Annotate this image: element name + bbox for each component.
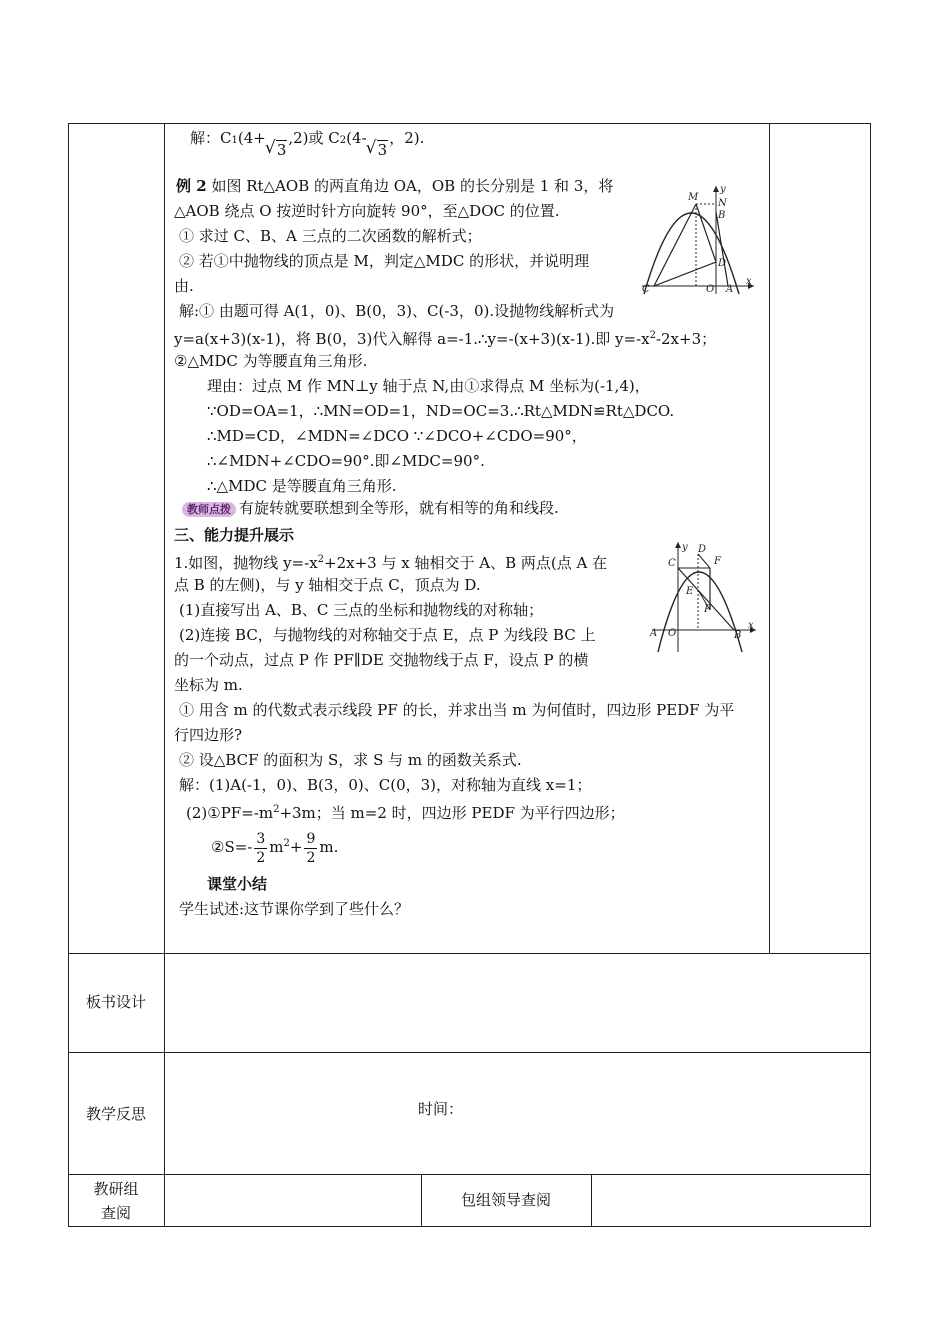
table-right-border <box>870 123 871 1227</box>
example2-reason2: ∵OD=OA=1，∴MN=OD=1，ND=OC=3.∴Rt△MDN≌Rt△DCO. <box>207 402 675 420</box>
table-col-divider-2 <box>769 123 770 953</box>
q1-line3: (1)直接写出 A、B、C 三点的坐标和抛物线的对称轴； <box>179 601 544 619</box>
example2-sol3: ②△MDC 为等腰直角三角形. <box>174 352 368 370</box>
solution-c-points: 解：C1(4+√ 3,2)或 C2(4-√ 3，2). <box>190 126 424 153</box>
table-left-border <box>68 123 69 1227</box>
q1-line5: 的一个动点，过点 P 作 PF∥DE 交抛物线于点 F，设点 P 的横 <box>174 651 589 669</box>
fig1-label-x: x <box>746 276 752 287</box>
fig2-label-p: P <box>704 604 711 615</box>
example2-reason5: ∴△MDC 是等腰直角三角形. <box>207 477 397 495</box>
fig1-label-m: M <box>688 192 699 203</box>
q1-line7: ① 用含 m 的代数式表示线段 PF 的长，并求出当 m 为何值时，四边形 PEDF 为平 <box>179 701 735 719</box>
table-bottom-border <box>68 1226 871 1227</box>
teacher-tip-badge: 教师点拨 <box>182 502 236 517</box>
fig1-label-c: C <box>642 284 650 295</box>
figure-parabola-bc <box>648 540 760 656</box>
table-row-divider-2 <box>68 1052 871 1053</box>
q1-line8: 行四边形? <box>174 726 243 744</box>
example2-line3: ① 求过 C、B、A 三点的二次函数的解析式； <box>179 227 482 245</box>
fig2-label-o: O <box>668 628 677 639</box>
figure-rotation-parabola <box>636 182 758 298</box>
fig2-label-b: B <box>734 630 742 641</box>
table-col-divider-4 <box>591 1174 592 1226</box>
fig2-label-d: D <box>698 544 707 555</box>
fraction-three-halves: $\frac{3}{2}$ <box>256 830 266 866</box>
fig1-label-d: D <box>718 258 727 269</box>
q1-solution2: $(2)①PF=-m^2+3m$；当 m=2 时，四边形 PEDF 为平行四边形； <box>186 804 625 822</box>
board-design-label: 板书设计 <box>85 993 146 1011</box>
q1-line6: 坐标为 m. <box>174 676 243 694</box>
time-label: 时间： <box>418 1100 464 1118</box>
fig1-label-o: O <box>706 284 715 295</box>
example2-line2: △AOB 绕点 O 按逆时针方向旋转 90°，至△DOC 的位置. <box>174 202 560 220</box>
example2-sol2: y=a(x+3)(x-1)，将 B(0，3)代入解得 a=-1.∴y=-(x+3)(x-1).即 $y=-x^2-2x+3$； <box>174 330 717 348</box>
fig1-label-n: N <box>718 198 727 209</box>
example2-line5: 由. <box>174 277 194 295</box>
q1-line9: ② 设△BCF 的面积为 S，求 S 与 m 的函数关系式. <box>179 751 522 769</box>
sqrt-symbol: √ 3 <box>368 138 389 162</box>
fig2-label-a: A <box>650 628 658 639</box>
fig2-label-x: x <box>748 620 754 631</box>
teaching-reflection-label: 教学反思 <box>85 1105 146 1123</box>
fig1-label-y: y <box>720 184 726 195</box>
fig1-label-a: A <box>726 284 734 295</box>
leader-review-label: 包组领导查阅 <box>460 1191 551 1209</box>
table-row-divider-1 <box>68 953 871 954</box>
teacher-tip: 教师点拨 有旋转就要联想到全等形，就有相等的角和线段. <box>182 496 559 520</box>
example2-reason1: 理由：过点 M 作 MN⊥y 轴于点 N,由①求得点 M 坐标为(-1,4)， <box>207 377 650 395</box>
table-top-border <box>68 123 871 124</box>
q1-solution3: ②S=- $\frac{3}{2}$ $m^2+$ $\frac{9}{2}$ m. <box>211 830 339 866</box>
example2-sol1: 解:① 由题可得 A(1，0)、B(0，3)、C(-3，0).设抛物线解析式为 <box>179 302 615 320</box>
example2-reason3: ∴MD=CD，∠MDN=∠DCO ∵∠DCO+∠CDO=90°， <box>207 427 587 445</box>
fraction-nine-halves: $\frac{9}{2}$ <box>306 830 316 866</box>
example2-line1: 例 2 如图 Rt△AOB 的两直角边 OA，OB 的长分别是 1 和 3，将 <box>176 177 614 195</box>
q1-line2: 点 B 的左侧)，与 y 轴相交于点 C，顶点为 D. <box>174 576 481 594</box>
example2-line4: ② 若①中抛物线的顶点是 M，判定△MDC 的形状，并说明理 <box>179 252 590 270</box>
fig1-label-b: B <box>718 210 726 221</box>
summary-title: 课堂小结 <box>207 875 268 893</box>
q1-line4: (2)连接 BC，与抛物线的对称轴交于点 E，点 P 为线段 BC 上 <box>179 626 596 644</box>
research-group-label-line1: 教研组 <box>93 1180 139 1198</box>
q1-solution1: 解：(1)A(-1，0)、B(3，0)、C(0，3)，对称轴为直线 x=1； <box>179 776 592 794</box>
fig2-label-e: E <box>686 586 694 597</box>
summary-text: 学生试述:这节课你学到了些什么？ <box>179 900 410 918</box>
section3-title: 三、能力提升展示 <box>174 526 295 544</box>
table-row-divider-3 <box>68 1174 871 1175</box>
fig2-label-c: C <box>668 558 676 569</box>
sqrt-symbol: √ 3 <box>267 138 288 162</box>
fig2-label-f: F <box>714 556 721 567</box>
research-group-label-line2: 查阅 <box>100 1204 131 1222</box>
table-col-divider-1 <box>164 123 165 1227</box>
fig2-label-y: y <box>682 542 688 553</box>
example2-reason4: ∴∠MDN+∠CDO=90°.即∠MDC=90°. <box>207 452 485 470</box>
q1-line1: 1.如图，抛物线 $y=-x^2+2x+3$ 与 x 轴相交于 A、B 两点(点 A 在 <box>174 554 608 572</box>
